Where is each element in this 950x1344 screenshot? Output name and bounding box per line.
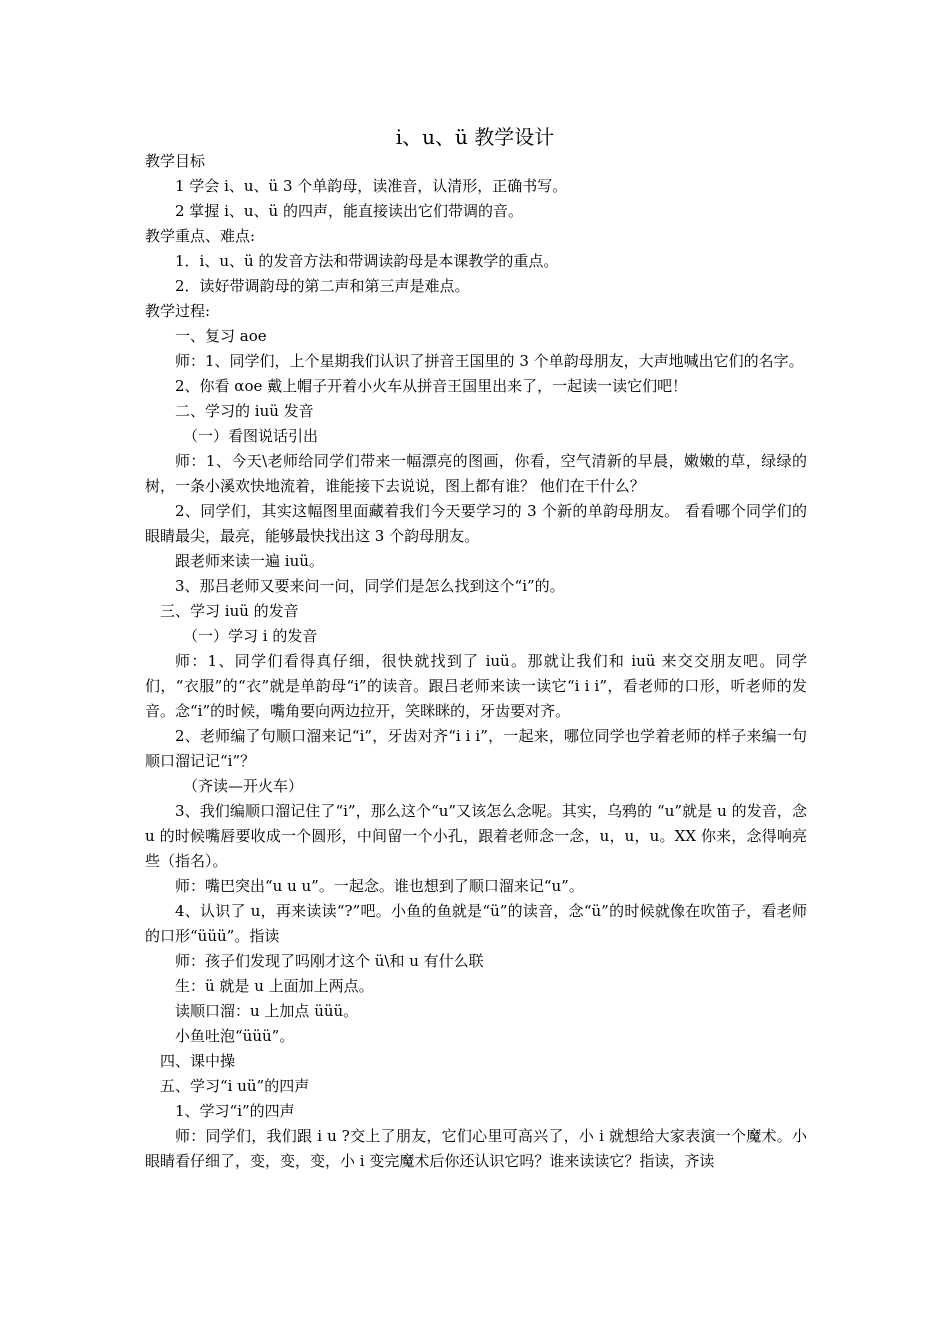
- paragraph: 2．读好带调韵母的第二声和第三声是难点。: [175, 277, 470, 295]
- paragraph: 师：1、同学们，上个星期我们认识了拼音王国里的 3 个单韵母朋友，大声地喊出它们的名字。: [175, 352, 804, 370]
- paragraph: 3、那吕老师又要来问一问，同学们是怎么找到这个“i”的。: [175, 577, 565, 595]
- paragraph: 2 掌握 i、u、ü 的四声，能直接读出它们带调的音。: [175, 202, 523, 220]
- paragraph: 2、老师编了句顺口溜来记“i”，牙齿对齐“i i i”，一起来，哪位同学也学着老师的样子来编一句顺口溜记记“i”？: [145, 727, 807, 770]
- paragraph: 1．i、u、ü 的发音方法和带调读韵母是本课教学的重点。: [175, 252, 559, 270]
- paragraph: （一）看图说话引出: [183, 427, 319, 445]
- paragraph: 2、同学们，其实这幅图里面藏着我们今天要学习的 3 个新的单韵母朋友。 看看哪个同学们的眼睛最尖，最亮，能够最快找出这 3 个韵母朋友。: [145, 502, 807, 545]
- paragraph: 教学过程:: [145, 302, 211, 320]
- paragraph: 读顺口溜：u 上加点 üüü。: [175, 1002, 359, 1020]
- document-body: [145, 149, 807, 1174]
- paragraph: 师：1、同学们看得真仔细，很快就找到了 iuü。那就让我们和 iuü 来交交朋友吧。同学们，“衣服”的“衣”就是单韵母“i”的读音。跟吕老师来读一读它“i i i”，看老师的口形，听老师的发音。念“i”的时候，嘴角要向两边拉开，笑眯眯的，牙齿要对齐。: [145, 652, 807, 720]
- paragraph: 三、学习 iuü 的发音: [160, 602, 299, 620]
- paragraph: 师：同学们，我们跟 i u ?交上了朋友，它们心里可高兴了，小 i 就想给大家表演一个魔术。小眼睛看仔细了，变，变，变，小 i 变完魔术后你还认识它吗？谁来读读它？指读，齐读: [145, 1127, 807, 1170]
- paragraph: 五、学习“i uü”的四声: [160, 1077, 310, 1095]
- paragraph: 2、你看 αoe 戴上帽子开着小火车从拼音王国里出来了，一起读一读它们吧！: [175, 377, 688, 395]
- paragraph: 小鱼吐泡“üüü”。: [175, 1027, 295, 1045]
- paragraph: 四、课中操: [160, 1052, 236, 1070]
- paragraph: 师：嘴巴突出“u u u”。一起念。谁也想到了顺口溜来记“u”。: [175, 877, 584, 895]
- paragraph: 教学目标: [145, 152, 206, 170]
- paragraph: 1、学习“i”的四声: [175, 1102, 295, 1120]
- paragraph: 二、学习的 iuü 发音: [175, 402, 314, 420]
- paragraph: 3、我们编顺口溜记住了“i”，那么这个“u”又该怎么念呢。其实，乌鸦的 “u”就是 u 的发音，念 u 的时候嘴唇要收成一个圆形，中间留一个小孔，跟着老师念一念，u，u，u。XX 你来，念得响亮些（指名）。: [145, 802, 807, 870]
- paragraph: 生：ü 就是 u 上面加上两点。: [175, 977, 374, 995]
- paragraph: （一）学习 i 的发音: [183, 627, 318, 645]
- paragraph: 师：1、今天\老师给同学们带来一幅漂亮的图画，你看，空气清新的早晨，嫩嫩的草，绿绿的树，一条小溪欢快地流着，谁能接下去说说，图上都有谁？ 他们在干什么？: [145, 452, 807, 495]
- paragraph: 师：孩子们发现了吗刚才这个 ü\和 u 有什么联: [175, 952, 484, 970]
- paragraph: 1 学会 i、u、ü 3 个单韵母，读准音，认清形，正确书写。: [175, 177, 568, 195]
- paragraph: 教学重点、难点:: [145, 227, 256, 245]
- paragraph: 4、认识了 u，再来读读“?”吧。小鱼的鱼就是“ü”的读音，念“ü”的时候就像在吹笛子，看老师的口形“üüü”。指读: [145, 902, 807, 945]
- document-title: i、u、ü 教学设计: [395, 125, 555, 149]
- paragraph: 一、复习 aoe: [175, 327, 267, 345]
- paragraph: 跟老师来读一遍 iuü。: [175, 552, 324, 570]
- paragraph: （齐读—开火车）: [183, 777, 304, 795]
